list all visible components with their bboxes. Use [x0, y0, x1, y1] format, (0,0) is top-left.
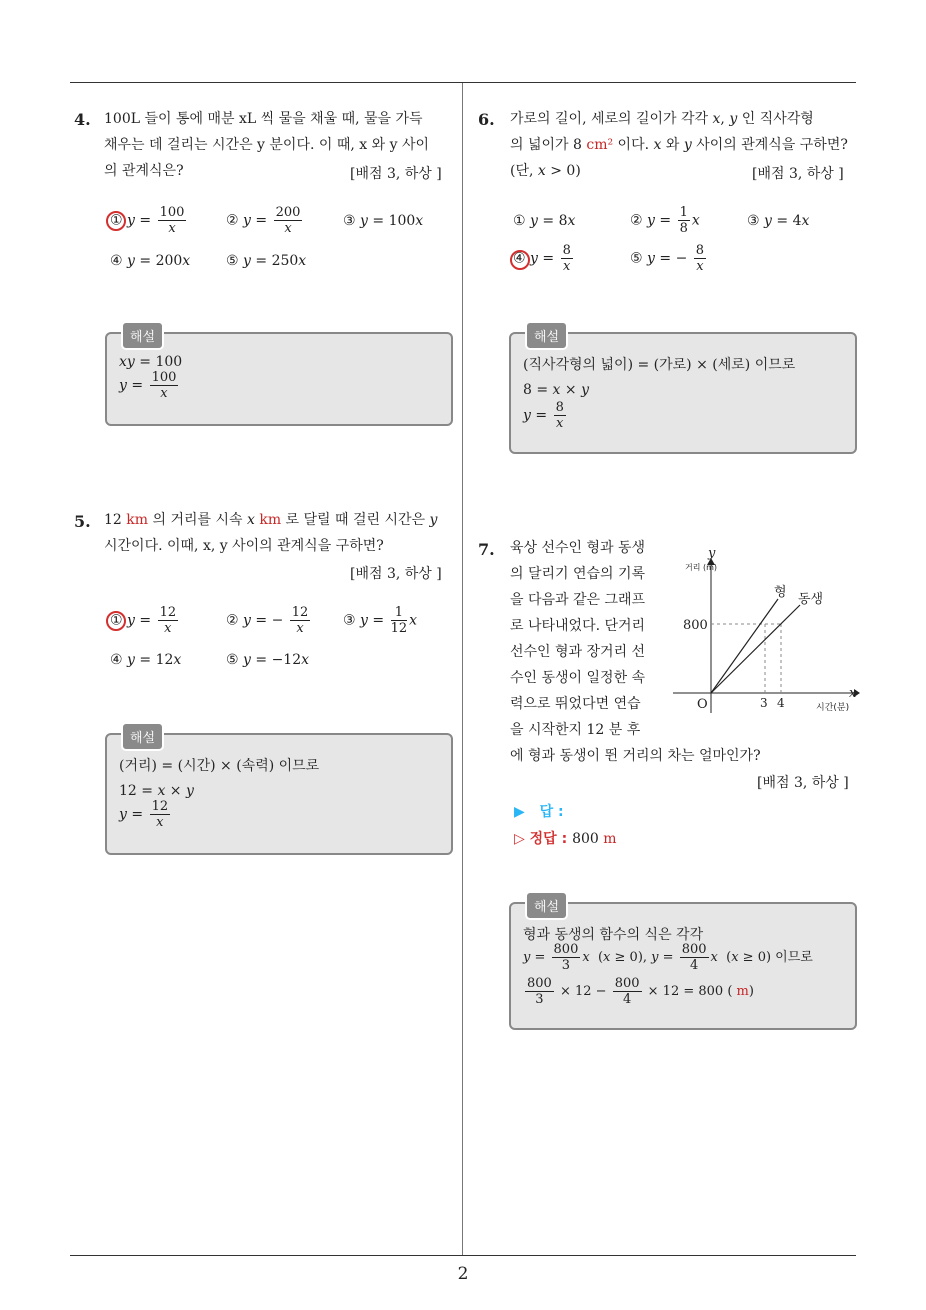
- top-rule: [70, 82, 856, 83]
- q6-option-5[interactable]: ⑤ y = − $\frac{8}{x}$: [630, 243, 705, 274]
- q5-opt3-frac: $\frac{1}{12}$: [390, 605, 408, 636]
- q5-option-3[interactable]: ③ y = $\frac{1}{12}$ x: [343, 605, 418, 636]
- q4-expl-line-2: y = $\frac{100}{x}$: [119, 370, 177, 401]
- q5-line-2: 시간이다. 이때, x, y 사이의 관계식을 구하면?: [104, 538, 384, 554]
- q5-option-2[interactable]: ② y = − $\frac{12}{x}$: [226, 605, 309, 636]
- q6-opt2-frac: $\frac{1}{8}$: [679, 205, 688, 236]
- q5-expl-line-3: y = $\frac{12}{x}$: [119, 799, 169, 830]
- q4-line-2: 채우는 데 걸리는 시간은 y 분이다. 이 때, x 와 y 사이: [104, 137, 429, 153]
- q4-line-3: 의 관계식은?: [104, 163, 184, 179]
- q7-meta: [배점 3, 하상 ]: [757, 775, 849, 791]
- q7-expl-frac-3: $\frac{800}{3}$: [527, 976, 552, 1007]
- q7-expl-frac-2: $\frac{800}{4}$: [681, 942, 707, 973]
- q7-line-4: 로 나타내었다. 단거리: [510, 618, 646, 634]
- q7-x-tick-4: 4: [777, 696, 785, 710]
- q7-explanation-tag: 해설: [525, 891, 568, 920]
- q6-line-2: 의 넓이가 8 cm² 이다. x 와 y 사이의 관계식을 구하면?: [510, 137, 848, 153]
- q5-expl-frac: $\frac{12}{x}$: [151, 799, 169, 830]
- q7-answer-label: 답 :: [539, 804, 564, 820]
- q6-expl-line-3: y = $\frac{8}{x}$: [523, 400, 564, 431]
- q4-explanation-tag: 해설: [121, 321, 164, 350]
- q7-x-label: x: [849, 686, 857, 701]
- q7-line-7: 력으로 뛰었다면 연습: [510, 696, 641, 712]
- q6-line-1: 가로의 길이, 세로의 길이가 각각 x, y 인 직사각형: [510, 111, 814, 127]
- q7-y-unit: 거리 (m): [685, 563, 718, 572]
- q7-origin: O: [697, 697, 708, 712]
- q4-opt2-frac: $\frac{200}{x}$: [275, 205, 301, 236]
- q6-option-2[interactable]: ② y = $\frac{1}{8}$ x: [630, 205, 700, 236]
- q6-option-4[interactable]: ④ y = $\frac{8}{x}$: [513, 243, 571, 274]
- q7-x-unit: 시간(분): [816, 703, 850, 713]
- q6-option-1[interactable]: ① y = 8x: [513, 213, 576, 229]
- q5-option-4[interactable]: ④ y = 12x: [110, 652, 182, 668]
- q7-number: 7.: [478, 540, 495, 559]
- q7-series-younger: 동생: [798, 592, 824, 607]
- q5-option-1[interactable]: ① y = $\frac{12}{x}$: [110, 605, 177, 636]
- q6-expl-frac: $\frac{8}{x}$: [555, 400, 564, 431]
- q7-expl-frac-4: $\frac{800}{4}$: [614, 976, 640, 1007]
- q5-opt2-frac: $\frac{12}{x}$: [291, 605, 309, 636]
- q4-option-1[interactable]: ① y = $\frac{100}{x}$: [110, 205, 185, 236]
- q7-line-9: 에 형과 동생이 뛴 거리의 차는 얼마인가?: [510, 748, 761, 764]
- q4-option-5[interactable]: ⑤ y = 250x: [226, 253, 307, 269]
- q6-number: 6.: [478, 110, 495, 129]
- q4-option-2[interactable]: ② y = $\frac{200}{x}$: [226, 205, 301, 236]
- q5-expl-line-1: (거리) = (시간) × (속력) 이므로: [119, 758, 320, 774]
- q7-expl-line-2: y = $\frac{800}{3}$ x (x ≥ 0), y = $\frac{800}{4}$ x (x ≥ 0) 이므로: [523, 942, 813, 973]
- q7-answer-arrow-icon: ▶: [514, 804, 525, 820]
- q7-line-1: 육상 선수인 형과 동생: [510, 540, 646, 556]
- column-divider: [462, 83, 463, 1255]
- q7-expl-line-1: 형과 동생의 함수의 식은 각각: [523, 927, 704, 943]
- q6-explanation-box: [509, 332, 857, 454]
- q7-line-8: 을 시작한지 12 분 후: [510, 722, 641, 738]
- q7-line-younger-brother: [711, 605, 800, 693]
- page-number: 2: [457, 1264, 469, 1284]
- q6-meta: [배점 3, 하상 ]: [752, 166, 844, 182]
- q7-line-6: 수인 동생이 일정한 속: [510, 670, 646, 686]
- q7-y-label: y: [708, 546, 716, 561]
- q7-expl-line-3: $\frac{800}{3}$ × 12 − $\frac{800}{4}$ × 12 = 800 ( m): [527, 976, 754, 1007]
- q7-expl-frac-1: $\frac{800}{3}$: [553, 942, 579, 973]
- q7-correct-row: [514, 828, 617, 848]
- q7-y-tick-800: 800: [683, 618, 708, 633]
- q7-correct-value: 800 m: [572, 831, 617, 847]
- q4-number: 4.: [74, 110, 91, 129]
- q7-answer-row[interactable]: [514, 801, 564, 821]
- q6-option-3[interactable]: ③ y = 4x: [747, 213, 810, 229]
- q4-opt1-frac: $\frac{100}{x}$: [159, 205, 185, 236]
- q6-opt4-frac: $\frac{8}{x}$: [562, 243, 571, 274]
- q4-explanation-box: [105, 332, 453, 426]
- q6-expl-line-1: (직사각형의 넓이) = (가로) × (세로) 이므로: [523, 357, 796, 373]
- q7-line-5: 선수인 형과 장거리 선: [510, 644, 646, 660]
- q7-correct-label: 정답 :: [529, 831, 568, 847]
- q7-x-tick-3: 3: [760, 696, 768, 710]
- q4-meta: [배점 3, 하상 ]: [350, 166, 442, 182]
- q7-line-2: 의 달리기 연습의 기록: [510, 566, 646, 582]
- bottom-rule: [70, 1255, 856, 1256]
- q5-line-1: 12 km 의 거리를 시속 x km 로 달릴 때 걸린 시간은 y: [104, 512, 438, 528]
- q5-explanation-box: [105, 733, 453, 855]
- q7-graph: [668, 545, 868, 715]
- q4-line-1: 100L 들이 통에 매분 xL 씩 물을 채울 때, 물을 가득: [104, 111, 423, 127]
- q6-opt5-frac: $\frac{8}{x}$: [695, 243, 705, 274]
- q4-option-3[interactable]: ③ y = 100x: [343, 213, 424, 229]
- q7-explanation-box: [509, 902, 857, 1030]
- q5-explanation-tag: 해설: [121, 722, 164, 751]
- q7-line-older-brother: [711, 599, 778, 693]
- q6-explanation-tag: 해설: [525, 321, 568, 350]
- q4-expl-frac: $\frac{100}{x}$: [151, 370, 177, 401]
- q5-opt1-frac: $\frac{12}{x}$: [159, 605, 177, 636]
- q4-expl-line-1: xy = 100: [119, 354, 183, 370]
- q5-meta: [배점 3, 하상 ]: [350, 566, 442, 582]
- q7-series-older: 형: [774, 585, 787, 600]
- q6-expl-line-2: 8 = x × y: [523, 382, 590, 398]
- q6-line-3: (단, x > 0): [510, 163, 581, 179]
- q7-line-3: 을 다음과 같은 그래프: [510, 592, 646, 608]
- q4-option-4[interactable]: ④ y = 200x: [110, 253, 191, 269]
- q5-number: 5.: [74, 512, 91, 531]
- q5-expl-line-2: 12 = x × y: [119, 783, 194, 799]
- q7-correct-arrow-icon: ▷: [514, 831, 525, 847]
- q5-option-5[interactable]: ⑤ y = −12x: [226, 652, 310, 668]
